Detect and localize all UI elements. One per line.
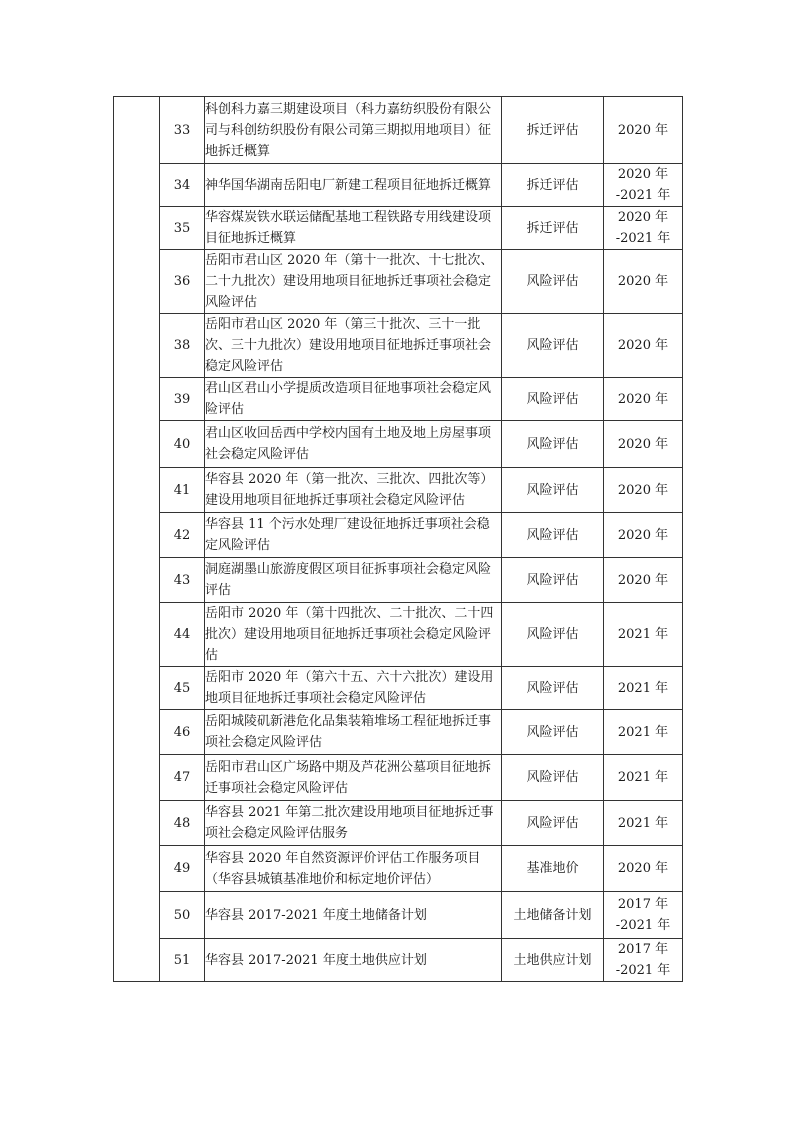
project-type: 土地储备计划 <box>502 892 604 939</box>
table-row <box>114 314 683 378</box>
table-row <box>114 97 683 164</box>
table-row <box>114 892 683 939</box>
table-body <box>114 97 683 982</box>
project-type: 基准地价 <box>502 846 604 892</box>
row-number: 50 <box>160 892 205 939</box>
project-name: 华容县 2017-2021 年度土地供应计划 <box>205 939 502 982</box>
table-row <box>114 710 683 755</box>
project-type: 风险评估 <box>502 667 604 710</box>
project-year: 2020 年 <box>604 513 683 558</box>
project-name: 岳阳市君山区广场路中期及芦花洲公墓项目征地拆迁事项社会稳定风险评估 <box>205 755 502 801</box>
row-number: 51 <box>160 939 205 982</box>
project-type: 风险评估 <box>502 421 604 468</box>
project-type: 风险评估 <box>502 755 604 801</box>
table-row <box>114 421 683 468</box>
table-row <box>114 846 683 892</box>
project-name: 岳阳市君山区 2020 年（第十一批次、十七批次、二十九批次）建设用地项目征地拆迁事项社会稳定风险评估 <box>205 250 502 314</box>
row-number: 45 <box>160 667 205 710</box>
table-row <box>114 801 683 846</box>
project-name: 华容县 2021 年第二批次建设用地项目征地拆迁事项社会稳定风险评估服务 <box>205 801 502 846</box>
project-year: 2020 年 <box>604 558 683 603</box>
row-number: 36 <box>160 250 205 314</box>
table-row <box>114 250 683 314</box>
project-type: 风险评估 <box>502 513 604 558</box>
row-number: 44 <box>160 603 205 667</box>
project-year: 2020 年 <box>604 468 683 513</box>
table-row <box>114 755 683 801</box>
row-number: 46 <box>160 710 205 755</box>
project-year: 2020 年 <box>604 314 683 378</box>
project-type: 风险评估 <box>502 603 604 667</box>
project-name: 神华国华湖南岳阳电厂新建工程项目征地拆迁概算 <box>205 164 502 207</box>
row-number: 47 <box>160 755 205 801</box>
table-row <box>114 468 683 513</box>
project-name: 科创科力嘉三期建设项目（科力嘉纺织股份有限公司与科创纺织股份有限公司第三期拟用地项目）征地拆迁概算 <box>205 97 502 164</box>
table-row <box>114 378 683 421</box>
project-name: 华容县 2020 年自然资源评价评估工作服务项目（华容县城镇基准地价和标定地价评估） <box>205 846 502 892</box>
project-year: 2021 年 <box>604 755 683 801</box>
table-row <box>114 603 683 667</box>
project-name: 华容煤炭铁水联运储配基地工程铁路专用线建设项目征地拆迁概算 <box>205 207 502 250</box>
project-year: 2021 年 <box>604 603 683 667</box>
project-name: 岳阳市君山区 2020 年（第三十批次、三十一批次、三十九批次）建设用地项目征地拆迁事项社会稳定风险评估 <box>205 314 502 378</box>
project-type: 风险评估 <box>502 314 604 378</box>
project-year: 2017 年 -2021 年 <box>604 939 683 982</box>
project-table <box>113 96 683 982</box>
row-number: 39 <box>160 378 205 421</box>
row-number: 38 <box>160 314 205 378</box>
project-type: 风险评估 <box>502 801 604 846</box>
project-type: 风险评估 <box>502 710 604 755</box>
project-name: 岳阳市 2020 年（第六十五、六十六批次）建设用地项目征地拆迁事项社会稳定风险评估 <box>205 667 502 710</box>
project-year: 2020 年 -2021 年 <box>604 164 683 207</box>
project-name: 岳阳城陵矶新港危化品集装箱堆场工程征地拆迁事项社会稳定风险评估 <box>205 710 502 755</box>
project-year: 2020 年 <box>604 378 683 421</box>
project-year: 2020 年 -2021 年 <box>604 207 683 250</box>
project-type: 拆迁评估 <box>502 164 604 207</box>
project-type: 拆迁评估 <box>502 207 604 250</box>
row-number: 43 <box>160 558 205 603</box>
project-name: 君山区君山小学提质改造项目征地事项社会稳定风险评估 <box>205 378 502 421</box>
project-type: 风险评估 <box>502 250 604 314</box>
project-year: 2021 年 <box>604 710 683 755</box>
project-type: 风险评估 <box>502 378 604 421</box>
project-type: 风险评估 <box>502 558 604 603</box>
project-name: 洞庭湖墨山旅游度假区项目征拆事项社会稳定风险评估 <box>205 558 502 603</box>
row-number: 48 <box>160 801 205 846</box>
project-year: 2020 年 <box>604 97 683 164</box>
project-name: 岳阳市 2020 年（第十四批次、二十批次、二十四批次）建设用地项目征地拆迁事项社会稳定风险评估 <box>205 603 502 667</box>
project-year: 2021 年 <box>604 667 683 710</box>
row-number: 49 <box>160 846 205 892</box>
project-name: 华容县 2017-2021 年度土地储备计划 <box>205 892 502 939</box>
table-row <box>114 164 683 207</box>
project-name: 君山区收回岳西中学校内国有土地及地上房屋事项社会稳定风险评估 <box>205 421 502 468</box>
project-type: 风险评估 <box>502 468 604 513</box>
project-year: 2020 年 <box>604 250 683 314</box>
table-row <box>114 667 683 710</box>
row-number: 33 <box>160 97 205 164</box>
table-row <box>114 939 683 982</box>
project-type: 拆迁评估 <box>502 97 604 164</box>
row-number: 35 <box>160 207 205 250</box>
row-number: 41 <box>160 468 205 513</box>
project-year: 2021 年 <box>604 801 683 846</box>
row-number: 34 <box>160 164 205 207</box>
row-number: 40 <box>160 421 205 468</box>
project-year: 2020 年 <box>604 421 683 468</box>
merged-category-cell <box>114 97 160 982</box>
project-name: 华容县 2020 年（第一批次、三批次、四批次等）建设用地项目征地拆迁事项社会稳定风险评估 <box>205 468 502 513</box>
project-year: 2020 年 <box>604 846 683 892</box>
row-number: 42 <box>160 513 205 558</box>
project-year: 2017 年 -2021 年 <box>604 892 683 939</box>
table-row <box>114 558 683 603</box>
project-name: 华容县 11 个污水处理厂建设征地拆迁事项社会稳定风险评估 <box>205 513 502 558</box>
project-type: 土地供应计划 <box>502 939 604 982</box>
table-row <box>114 513 683 558</box>
table-row <box>114 207 683 250</box>
